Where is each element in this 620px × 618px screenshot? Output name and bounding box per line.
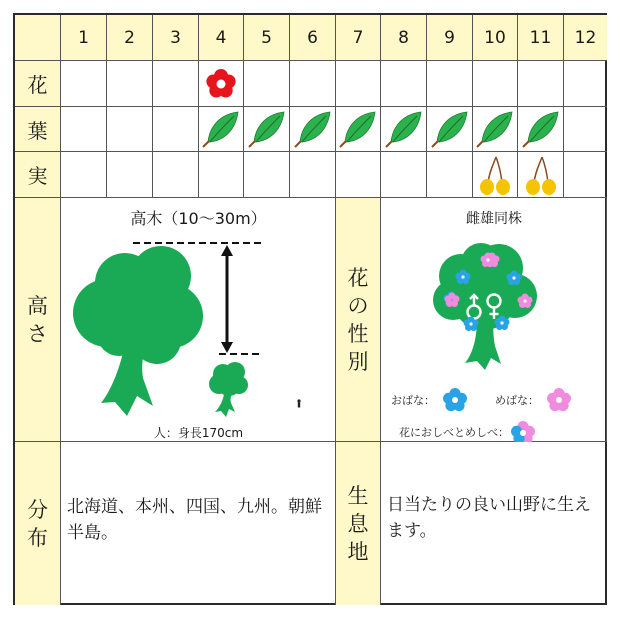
bisexual-flower-label: 花におしべとめしべ： (399, 426, 509, 439)
flower-cell-6 (290, 61, 336, 107)
month-header-4: 4 (199, 15, 244, 61)
flower-cell-3 (153, 61, 199, 107)
fruit-cell-1 (61, 152, 107, 198)
height-label (15, 198, 61, 442)
leaf-icon (520, 108, 562, 150)
fruit-cell-7 (336, 152, 381, 198)
month-header-11: 11 (518, 15, 564, 61)
flower-cell-10 (473, 61, 518, 107)
habitat-label (336, 442, 381, 605)
sex-label-char: 性 (347, 321, 369, 346)
height-panel (61, 198, 336, 442)
leaf-icon (246, 108, 288, 150)
leaf-cell-5 (244, 107, 290, 152)
flower-cell-5 (244, 61, 290, 107)
height-label-char: さ (27, 321, 48, 346)
month-header-10: 10 (473, 15, 518, 61)
leaf-icon (429, 108, 471, 150)
flower-cell-8 (381, 61, 427, 107)
distribution-label (15, 442, 61, 605)
flower-cell-7 (336, 61, 381, 107)
fruit-cell-12 (564, 152, 607, 198)
fruit-cell-10 (473, 152, 518, 198)
leaf-cell-11 (518, 107, 564, 152)
person-icon (297, 399, 300, 407)
leaf-cell-7 (336, 107, 381, 152)
month-header-9: 9 (427, 15, 473, 61)
fruit-cell-6 (290, 152, 336, 198)
month-header-12: 12 (564, 15, 607, 61)
sex-title: 雌雄同株 (466, 211, 522, 227)
habitat-label-char: 息 (347, 511, 369, 536)
leaf-cell-2 (107, 107, 153, 152)
habitat-label-char: 生 (347, 483, 369, 508)
female-flower-label: めばな： (495, 394, 539, 407)
leaf-cell-12 (564, 107, 607, 152)
month-header-5: 5 (244, 15, 290, 61)
sex-panel (381, 198, 607, 442)
sex-label-char: 別 (347, 349, 369, 374)
leaf-cell-10 (473, 107, 518, 152)
person-note: 人：身長170cm (153, 426, 244, 440)
leaf-cell-6 (290, 107, 336, 152)
phenology-table (13, 13, 607, 605)
month-header-1: 1 (61, 15, 107, 61)
fruit-cell-11 (518, 152, 564, 198)
fruit-cell-8 (381, 152, 427, 198)
flower-cell-11 (518, 61, 564, 107)
distribution-label-char: 布 (27, 525, 48, 550)
row-label-leaf: 葉 (15, 107, 61, 152)
leaf-cell-1 (61, 107, 107, 152)
month-header-6: 6 (290, 15, 336, 61)
corner-cell (15, 15, 61, 61)
flower-cell-12 (564, 61, 607, 107)
sex-label (336, 198, 381, 442)
habitat-label-char: 地 (347, 539, 369, 564)
height-title: 高木（10～30m） (130, 209, 267, 228)
flower-icon (204, 67, 238, 101)
flower-cell-1 (61, 61, 107, 107)
fruit-cell-3 (153, 152, 199, 198)
flower-cell-4 (199, 61, 244, 107)
month-header-2: 2 (107, 15, 153, 61)
tree-size-illustration (61, 198, 336, 442)
leaf-cell-3 (153, 107, 199, 152)
leaf-icon (383, 108, 425, 150)
leaf-cell-9 (427, 107, 473, 152)
month-header-3: 3 (153, 15, 199, 61)
leaf-cell-8 (381, 107, 427, 152)
fruit-cell-2 (107, 152, 153, 198)
distribution-label-char: 分 (27, 497, 48, 522)
fruit-cell-9 (427, 152, 473, 198)
flower-cell-9 (427, 61, 473, 107)
large-tree-icon (73, 246, 203, 416)
habitat-text: 日当たりの良い山野に生えます。 (387, 495, 591, 541)
height-label-char: 高 (27, 293, 48, 318)
month-header-7: 7 (336, 15, 381, 61)
sex-label-char: の (347, 293, 369, 318)
month-header-8: 8 (381, 15, 427, 61)
leaf-cell-4 (199, 107, 244, 152)
distribution-text: 北海道、本州、四国、九州。朝鮮半島。 (61, 442, 336, 605)
leaf-icon (337, 108, 379, 150)
small-tree-icon (209, 362, 248, 417)
fruit-icon (523, 153, 559, 197)
flower-cell-2 (107, 61, 153, 107)
row-label-fruit: 実 (15, 152, 61, 198)
fruit-cell-4 (199, 152, 244, 198)
leaf-icon (200, 108, 242, 150)
fruit-cell-5 (244, 152, 290, 198)
leaf-icon (292, 108, 334, 150)
row-label-flower: 花 (15, 61, 61, 107)
leaf-icon (474, 108, 516, 150)
sex-label-char: 花 (347, 265, 369, 290)
male-flower-label: おばな： (391, 394, 435, 407)
fruit-icon (477, 153, 513, 197)
